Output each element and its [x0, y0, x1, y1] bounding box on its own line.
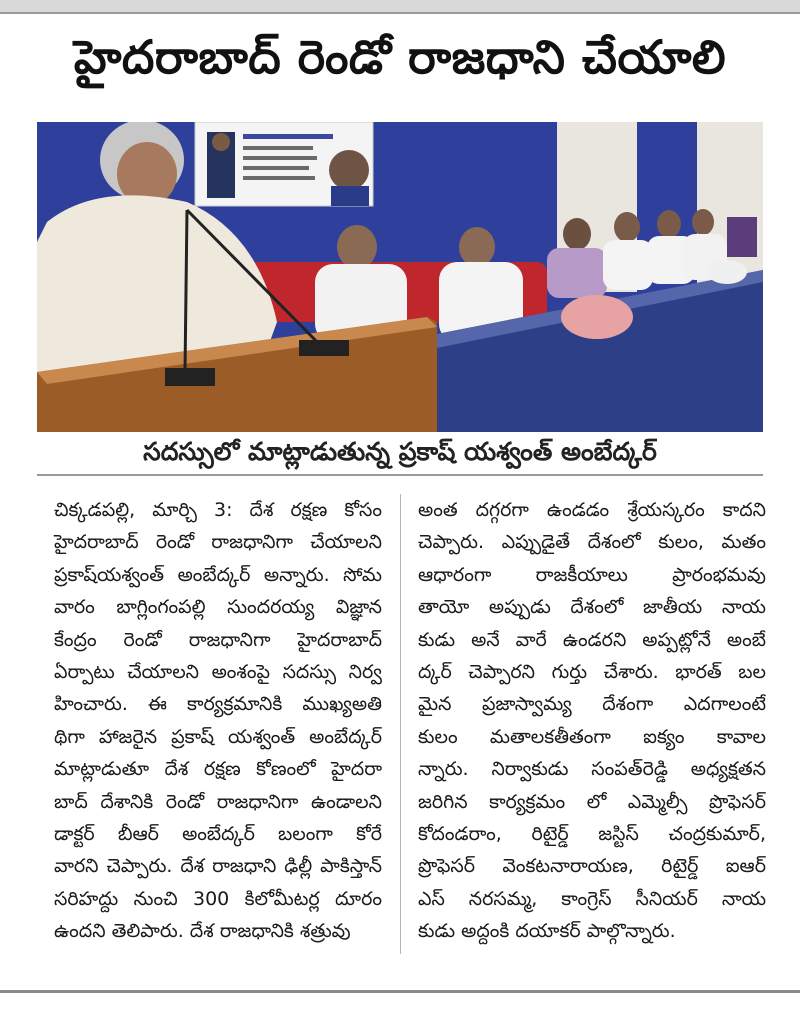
article-line: తాయో అప్పుడు దేశంలో జాతీయ నాయ	[418, 596, 766, 619]
article-line: మైన ప్రజాస్వామ్య దేశంగా ఎదగాలంటే	[418, 693, 766, 716]
article-line: వారని చెప్పారు. దేశ రాజధాని ఢిల్లీ పాకిస్తాన్	[54, 855, 382, 878]
article-line: హించారు. ఈ కార్యక్రమానికి ముఖ్యఅతి	[54, 693, 382, 716]
article-column-right	[418, 494, 766, 948]
article-line: కుడు అనే వారే ఉండరని అప్పట్లోనే అంబే	[418, 628, 766, 651]
caption-divider	[37, 474, 763, 476]
article-line: థిగా హాజరైన ప్రకాష్ యశ్వంత్ అంబేద్కర్	[54, 725, 382, 748]
article-line: న్నారు. నిర్వాకుడు సంపత్‌రెడ్డి అధ్యక్షతన	[418, 758, 766, 781]
article-line: ద్కర్ చెప్పారని గుర్తు చేశారు. భారత్ బల	[418, 661, 766, 684]
article-line: ప్రొఫెసర్ వెంకటనారాయణ, రిటైర్డ్ ఐఆర్	[418, 855, 766, 878]
article-column-left	[54, 494, 382, 948]
article-line: చెప్పారు. ఎప్పుడైతే దేశంలో కులం, మతం	[418, 531, 766, 554]
article-line: డాక్టర్ బీఆర్ అంబేద్కర్ బలంగా కోరే	[54, 823, 382, 846]
article-line: వారం బాగ్లింగంపల్లి సుందరయ్య విజ్ఞాన	[54, 596, 382, 619]
article-line: బాద్ దేశానికి రెండో రాజధానిగా ఉండాలని	[54, 790, 382, 813]
article-line: కుడు అద్దంకి దయాకర్ పాల్గొన్నారు.	[418, 920, 676, 943]
article-line: ప్రకాష్‌యశ్వంత్ అంబేద్కర్ అన్నారు. సోమ	[54, 563, 383, 586]
article-line: హైదరాబాద్ రెండో రాజధానిగా చేయాలని	[54, 531, 382, 554]
article-line: ఆధారంగా రాజకీయాలు ప్రారంభమవు	[418, 563, 766, 586]
top-divider	[0, 12, 800, 14]
article-line: ఉందని తెలిపారు. దేశ రాజధానికి శత్రువు	[54, 920, 351, 943]
headline: హైదరాబాద్ రెండో రాజధాని చేయాలి	[73, 30, 727, 84]
article-line: అంత దగ్గరగా ఉండడం శ్రేయస్కరం కాదని	[418, 499, 766, 521]
article-line: చిక్కడపల్లి, మార్చి 3: దేశ రక్షణ కోసం	[54, 499, 382, 521]
article-line: మాట్లాడుతూ దేశ రక్షణ కోణంలో హైదరా	[54, 758, 382, 781]
news-photo	[37, 122, 763, 432]
news-photo-graphic	[37, 122, 763, 432]
article-line: ఏర్పాటు చేయాలని అంశంపై సదస్సు నిర్వ	[54, 661, 382, 684]
article-line: కేంద్రం రెండో రాజధానిగా హైదరాబాద్	[54, 628, 382, 651]
article-line: సరిహద్దు నుంచి 300 కిలోమీటర్ల దూరం	[54, 887, 382, 910]
column-divider	[400, 494, 401, 954]
top-strip	[0, 0, 800, 12]
bottom-divider	[0, 990, 800, 993]
article-line: ఎస్ నరసమ్మ, కాంగ్రెస్ సీనియర్ నాయ	[418, 887, 766, 910]
photo-caption: సదస్సులో మాట్లాడుతున్న ప్రకాష్ యశ్వంత్ అంబేద్కర్	[143, 437, 657, 466]
article-line: జరిగిన కార్యక్రమం లో ఎమ్మెల్సీ ప్రొఫెసర్	[418, 790, 766, 813]
article-line: కోదండరాం, రిటైర్డ్ జస్టిస్ చంద్రకుమార్,	[418, 823, 766, 846]
article-line: కులం మతాలకతీతంగా ఐక్యం కావాల	[418, 725, 766, 748]
